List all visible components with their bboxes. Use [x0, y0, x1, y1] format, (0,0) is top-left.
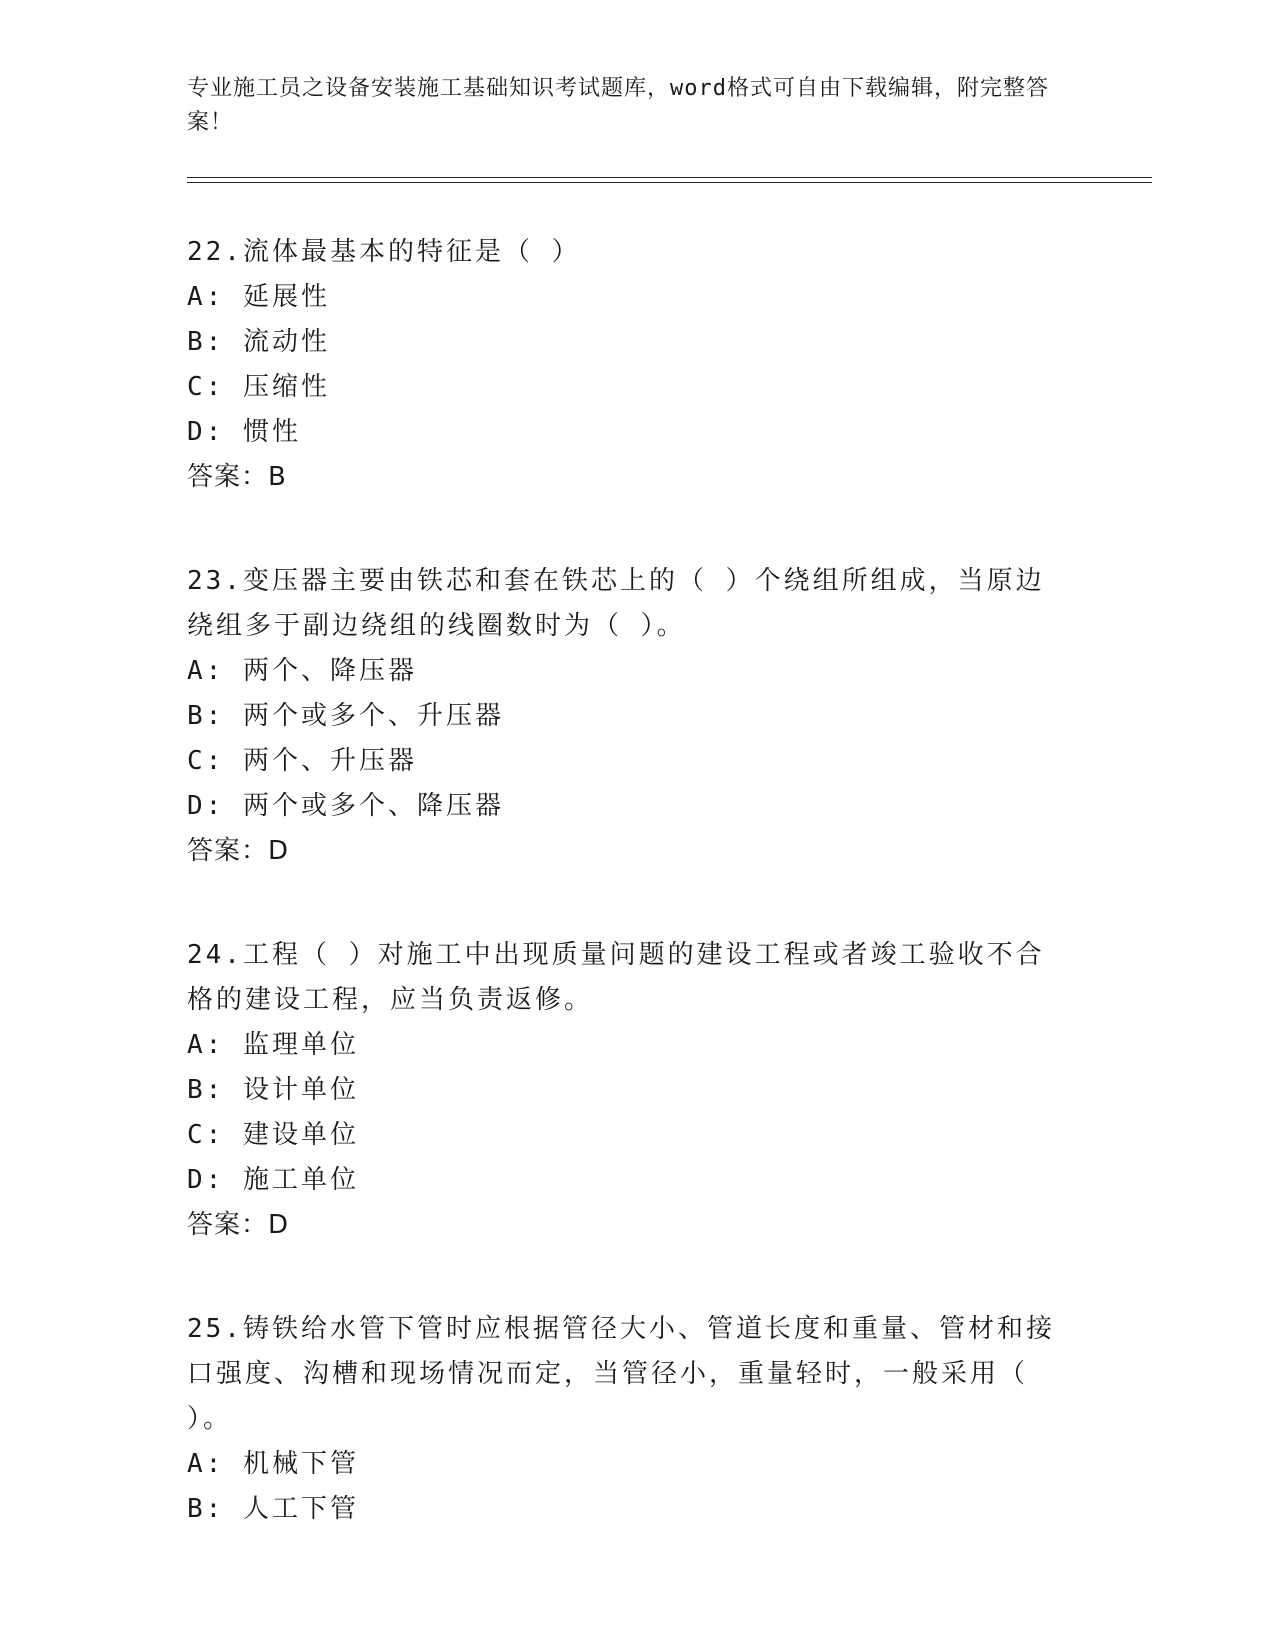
answer: 答案：D — [187, 836, 290, 866]
option-a: A: 两个、降压器 — [187, 656, 417, 686]
question-24 — [187, 933, 1067, 1248]
option-d: D: 施工单位 — [187, 1165, 359, 1195]
option-a: A: 监理单位 — [187, 1030, 359, 1060]
option-c: C: 建设单位 — [187, 1120, 359, 1150]
question-list — [187, 230, 1067, 1591]
header-rule-bottom — [187, 182, 1152, 183]
question-23 — [187, 559, 1067, 874]
option-a: A: 延展性 — [187, 282, 330, 312]
question-25 — [187, 1307, 1067, 1532]
question-stem: 22.流体最基本的特征是（ ） — [187, 237, 581, 267]
question-stem: 25.铸铁给水管下管时应根据管径大小、管道长度和重量、管材和接口强度、沟槽和现场情况而定，当管径小，重量轻时，一般采用（ ）。 — [187, 1314, 1055, 1434]
option-a: A: 机械下管 — [187, 1449, 359, 1479]
question-stem: 23.变压器主要由铁芯和套在铁芯上的（ ）个绕组所组成，当原边绕组多于副边绕组的线圈数时为（ ）。 — [187, 566, 1045, 641]
answer: 答案：D — [187, 1210, 290, 1240]
option-c: C: 两个、升压器 — [187, 746, 417, 776]
option-b: B: 流动性 — [187, 327, 330, 357]
option-d: D: 惯性 — [187, 417, 301, 447]
document-header: 专业施工员之设备安装施工基础知识考试题库，word格式可自由下载编辑，附完整答案！ — [187, 76, 1049, 135]
option-c: C: 压缩性 — [187, 372, 330, 402]
option-b: B: 两个或多个、升压器 — [187, 701, 504, 731]
answer: 答案：B — [187, 462, 287, 492]
option-b: B: 人工下管 — [187, 1494, 359, 1524]
question-stem: 24.工程（ ）对施工中出现质量问题的建设工程或者竣工验收不合格的建设工程，应当负责返修。 — [187, 940, 1045, 1015]
question-22 — [187, 230, 1067, 500]
option-b: B: 设计单位 — [187, 1075, 359, 1105]
option-d: D: 两个或多个、降压器 — [187, 791, 504, 821]
header-rule-top — [187, 177, 1152, 178]
